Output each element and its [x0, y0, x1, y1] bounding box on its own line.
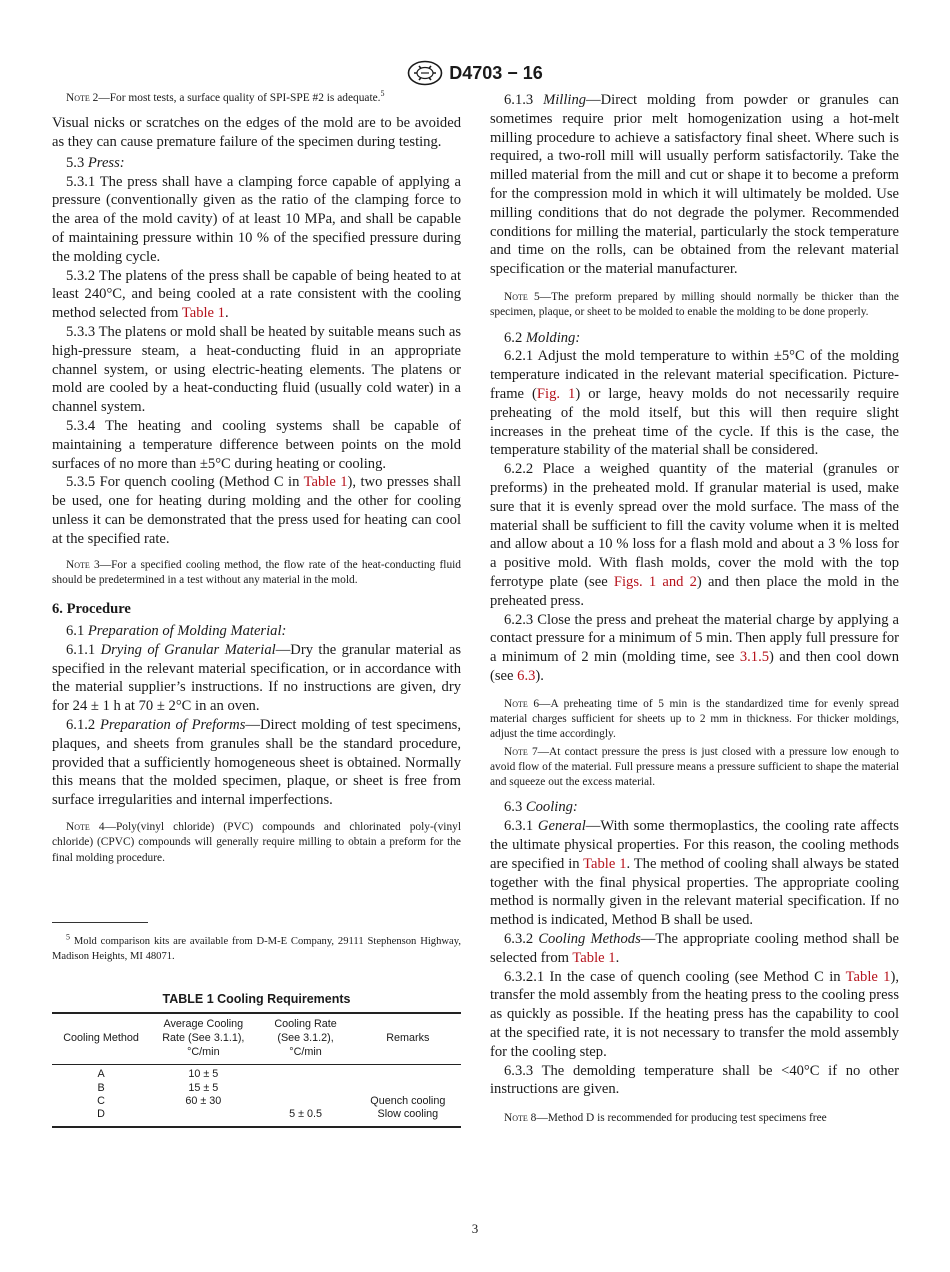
paragraph-6-3-1-text: —With some thermoplastics, the cooling rate affects the ultimate physical properties. For this reason, the cooling methods are specified in	[490, 818, 899, 872]
note-4-text: 4—Poly(vinyl chloride) (PVC) compounds and chlorinated poly-(vinyl chloride) (CPVC) compounds will generally require milling to obtain a preform for the final molding procedure.	[52, 820, 461, 864]
paragraph-5-3-3: 5.3.3 The platens or mold shall be heated by suitable means such as high-pressure steam, a heat-conducting fluid in an appropriate channel system, or using electric-heating elements. The platens or mold are cooled by a heat-conducting fluid (usually cold water) in a channel system.	[52, 324, 461, 416]
document-designation: D4703 − 16	[449, 62, 543, 83]
paragraph-6-3-1-number: 6.3.1	[504, 818, 538, 835]
paragraph-6-1-3-title: Milling	[543, 92, 587, 108]
note-8	[490, 1111, 899, 1126]
heading-5-3-number: 5.3	[66, 154, 88, 171]
paragraph-6-1-1	[52, 641, 461, 716]
note-5	[490, 290, 899, 321]
paragraph-6-1-2-number: 6.1.2	[66, 717, 100, 733]
paragraph-5-3-5	[52, 473, 461, 548]
note-3-label: Note	[66, 558, 90, 571]
header-remarks: Remarks	[386, 1032, 430, 1045]
footnote-5-text: Mold comparison kits are available from D-M-E Company, 29111 Stephenson Highway, Madison Heights, MI 48071.	[52, 935, 461, 962]
paragraph-visual-nicks: Visual nicks or scratches on the edges of the mold are to be avoided as they can cause premature failure of the specimen during testing.	[52, 115, 461, 151]
heading-6-3-number: 6.3	[504, 799, 526, 816]
paragraph-6-2-2	[490, 460, 899, 610]
paragraph-6-1-1-text: —Dry the granular material as specified in the relevant material specification, or in accordance with the material supplier’s instructions. If no instructions are given, dry for 24 ± 1 h at 70 ± 2°C in an oven.	[52, 641, 461, 715]
paragraph-6-3-2-1-end: ), transfer the mold assembly from the heating press to the cooling press as quickly as possible. If the heating press has the capability to cool at the specified rate, it is not necessary to transfer the mold assembly for the cooling step.	[490, 968, 899, 1060]
paragraph-5-3-4: 5.3.4 The heating and cooling systems shall be capable of maintaining a temperature difference between points on the mold surfaces of no more than ±5°C during heating or cooling.	[52, 418, 461, 472]
paragraph-6-2-2-text: 6.2.2 Place a weighed quantity of the material (granules or preforms) in the preheated mold. If granular material is used, make sure that it is evenly spread over the mold surface. The mass of the material shall be sufficient to fill the cavity volume when it is melted and allow about a 10 % loss for a flash mold and about a 3 % loss for a positive mold. With flash molds, cover the mold with the top ferrotype plate (see	[490, 461, 899, 590]
cell-method: A	[97, 1068, 105, 1081]
table-1-link[interactable]: Table 1	[303, 474, 348, 491]
cell-remarks	[355, 1065, 461, 1082]
paragraph-5-3-5-end: ), two presses shall be used, one for heating during molding and the other for cooling unless it can be demonstrated that the press used for heating can cool at the specified rate.	[52, 474, 461, 547]
paragraph-6-1-1-title: Drying of Granular Material	[100, 641, 276, 658]
section-6-3-link[interactable]: 6.3	[517, 667, 536, 684]
header-rate-line-1: Cooling Rate	[274, 1018, 337, 1031]
note-4-label: Note	[66, 820, 90, 833]
heading-6-2	[490, 329, 899, 348]
paragraph-6-3-1-end: . The method of cooling shall always be stated together with the final physical properties. The appropriate cooling method is normally given in the relevant material specification. If no method is indicated, Method B shall be used.	[490, 855, 899, 929]
heading-6-1	[52, 622, 461, 641]
paragraph-6-1-3-text: —Direct molding from powder or granules can sometimes require prior melt homogenization using a hot-melt milling procedure to achieve a satisfactory final sheet. Where such is required, a two-roll mill will usually perform satisfactorily. Take the milled material from the mill and cut or shape it to become a preform for the compression mold in which it will ultimately be molded. Use milling conditions that do not degrade the polymer. Recommended conditions for milling the material, particularly the stock temperature and time on the rolls, can be obtained from the relevant material specification or the material manufacturer.	[490, 92, 899, 278]
left-column	[52, 91, 461, 1128]
note-3-text: 3—For a specified cooling method, the flow rate of the heat-conducting fluid should be predetermined in a test without any material in the mold.	[52, 558, 461, 586]
paragraph-6-1-2	[52, 716, 461, 810]
paragraph-6-2-1-end: ) or large, heavy molds do not necessarily require preheating of the mold itself, but this will then require slight increases in the preheat time of the cycle. If this is the case, the temperature stability of the material shall be considered.	[490, 385, 899, 459]
cell-remarks: Quench cooling	[370, 1095, 446, 1108]
fig-1-link[interactable]: Fig. 1	[536, 385, 576, 402]
section-6-heading: 6. Procedure	[52, 601, 131, 618]
paragraph-6-1-3-number: 6.1.3	[504, 92, 544, 108]
header-avg-line-3: °C/min	[187, 1045, 220, 1058]
cooling-requirements-table	[52, 1012, 461, 1127]
cell-cooling-rate	[256, 1082, 354, 1095]
figs-1-and-2-link[interactable]: Figs. 1 and 2	[613, 573, 697, 590]
paragraph-6-2-3	[490, 611, 899, 686]
note-3	[52, 558, 461, 589]
note-6-label: Note	[504, 697, 528, 710]
table-1-title: TABLE 1 Cooling Requirements	[162, 992, 351, 1007]
heading-6-1-title: Preparation of Molding Material:	[87, 623, 287, 640]
paragraph-6-3-2-end: .	[615, 949, 620, 966]
header-avg-line-2: Rate (See 3.1.1),	[162, 1032, 245, 1045]
page-header	[0, 60, 950, 86]
table-1-link[interactable]: Table 1	[845, 968, 891, 985]
paragraph-6-3-1	[490, 817, 899, 930]
paragraph-5-3-1: 5.3.1 The press shall have a clamping force capable of applying a pressure (conventionally given as the ratio of the clamping force to the area of the mold cavity) of at least 10 MPa, and shall be capable of maintaining pressure within 10 % of the specified pressure during the molding cycle.	[52, 173, 461, 265]
note-4	[52, 820, 461, 866]
paragraph-6-3-1-title: General	[537, 818, 586, 835]
note-5-label: Note	[504, 290, 528, 303]
paragraph-6-2-2-end: ) and then place the mold in the preheated press.	[490, 573, 900, 609]
paragraph-6-2-1	[490, 347, 899, 460]
footnote-ref-5[interactable]: 5	[380, 89, 385, 99]
cell-method: B	[97, 1081, 105, 1094]
note-2-label: Note	[66, 92, 90, 104]
cell-method: C	[97, 1095, 105, 1108]
paragraph-5-3-5-text: 5.3.5 For quench cooling (Method C in	[66, 474, 304, 491]
heading-6-3-title: Cooling:	[525, 799, 578, 816]
note-6	[490, 697, 899, 743]
cell-cooling-rate: 5 ± 0.5	[289, 1108, 323, 1121]
paragraph-6-1-3	[490, 91, 899, 279]
section-3-1-5-link[interactable]: 3.1.5	[739, 649, 770, 666]
paragraph-6-2-1-text: 6.2.1 Adjust the mold temperature to within ±5°C of the molding temperature indicated in the relevant material specification. Picture-frame (	[490, 348, 899, 402]
note-8-label: Note	[504, 1112, 528, 1125]
header-rate-line-3: °C/min	[289, 1045, 322, 1058]
cell-method: D	[97, 1108, 105, 1121]
astm-logo-icon	[407, 60, 443, 86]
paragraph-6-3-3: 6.3.3 The demolding temperature shall be <40°C if no other instructions are given.	[490, 1062, 899, 1098]
header-average-cooling-rate	[150, 1013, 256, 1064]
table-row	[52, 1108, 461, 1126]
cell-average-rate: 60 ± 30	[185, 1095, 222, 1108]
note-5-text: 5—The preform prepared by milling should normally be thicker than the specimen, plaque, or sheet to be molded to enable the molding to be done properly.	[490, 290, 899, 319]
header-cooling-method: Cooling Method	[63, 1032, 139, 1045]
heading-6-3	[490, 798, 899, 817]
table-header-row	[52, 1013, 461, 1064]
heading-6-2-number: 6.2	[504, 329, 526, 346]
paragraph-6-3-2-title: Cooling Methods	[538, 931, 641, 948]
table-row	[52, 1082, 461, 1095]
note-7-label: Note	[504, 745, 528, 758]
heading-6-1-number: 6.1	[66, 623, 88, 640]
note-2-text: 2—For most tests, a surface quality of SPI-SPE #2 is adequate.	[89, 92, 381, 104]
paragraph-6-2-3-mid: ) and then cool down (see	[490, 649, 899, 684]
paragraph-6-3-2-text: —The appropriate cooling method shall be selected from	[490, 931, 899, 966]
paragraph-5-3-2	[52, 267, 461, 323]
cell-average-rate: 10 ± 5	[188, 1068, 219, 1081]
paragraph-6-3-2-number: 6.3.2	[504, 931, 539, 948]
heading-6-2-title: Molding:	[525, 329, 581, 346]
header-cooling-rate	[256, 1013, 354, 1064]
cell-remarks: Slow cooling	[377, 1108, 439, 1121]
paragraph-6-3-2-1	[490, 968, 899, 1062]
paragraph-6-2-3-end: ).	[535, 667, 544, 684]
paragraph-6-1-1-number: 6.1.1	[66, 641, 101, 658]
paragraph-5-3-2-end: .	[224, 305, 229, 322]
page-number: 3	[471, 1221, 479, 1236]
paragraph-5-3-2-text: 5.3.2 The platens of the press shall be capable of being heated to at least 240°C, and being cooled at a rate consistent with the cooling method selected from	[52, 267, 461, 322]
header-avg-line-1: Average Cooling	[163, 1018, 244, 1031]
paragraph-6-3-2-1-text: 6.3.2.1 In the case of quench cooling (see Method C in	[504, 968, 846, 985]
note-7-text: 7—At contact pressure the press is just closed with a pressure low enough to avoid flow of the material. Full pressure means a pressure sufficient to shape the material and squeeze out the excess material.	[490, 745, 899, 789]
heading-5-3	[52, 154, 461, 173]
table-1-link[interactable]: Table 1	[583, 855, 627, 872]
paragraph-6-3-2	[490, 930, 899, 968]
table-1-link[interactable]: Table 1	[572, 949, 616, 966]
cell-cooling-rate	[256, 1095, 354, 1108]
note-8-text: 8—Method D is recommended for producing test specimens free	[527, 1112, 827, 1125]
footnote-5-marker: 5	[66, 932, 70, 942]
table-1-link[interactable]: Table 1	[181, 305, 225, 322]
cell-average-rate	[150, 1108, 256, 1126]
note-6-text: 6—A preheating time of 5 min is the standardized time for evenly spread material charges sufficient for sheets up to 2 mm in thickness. For thicker moldings, adjust the time accordingly.	[490, 697, 899, 741]
note-2	[52, 91, 461, 106]
cell-cooling-rate	[256, 1065, 354, 1082]
footnote-5	[52, 932, 461, 965]
heading-5-3-title: Press:	[87, 154, 125, 171]
table-row	[52, 1095, 461, 1108]
paragraph-6-2-3-text: 6.2.3 Close the press and preheat the material charge by applying a contact pressure for a minimum of 5 min. Then apply full pressure for a minimum of 2 min (molding time, see	[490, 611, 899, 666]
cell-average-rate: 15 ± 5	[188, 1081, 219, 1094]
paragraph-6-1-2-title: Preparation of Preforms	[99, 717, 246, 733]
header-rate-line-2: (See 3.1.2),	[277, 1032, 334, 1045]
cell-remarks	[355, 1082, 461, 1095]
table-row	[52, 1065, 461, 1082]
note-7	[490, 745, 899, 791]
footnote-divider	[52, 922, 148, 923]
paragraph-6-1-2-text: —Direct molding of test specimens, plaques, and sheets from granules shall be the standard procedure, provided that a sufficiently homogeneous sheet is obtained. Normally this means that the molded specimen, plaque, or sheet is free from surface irregularities and internal imperfections.	[52, 717, 461, 809]
right-column	[490, 91, 899, 1135]
